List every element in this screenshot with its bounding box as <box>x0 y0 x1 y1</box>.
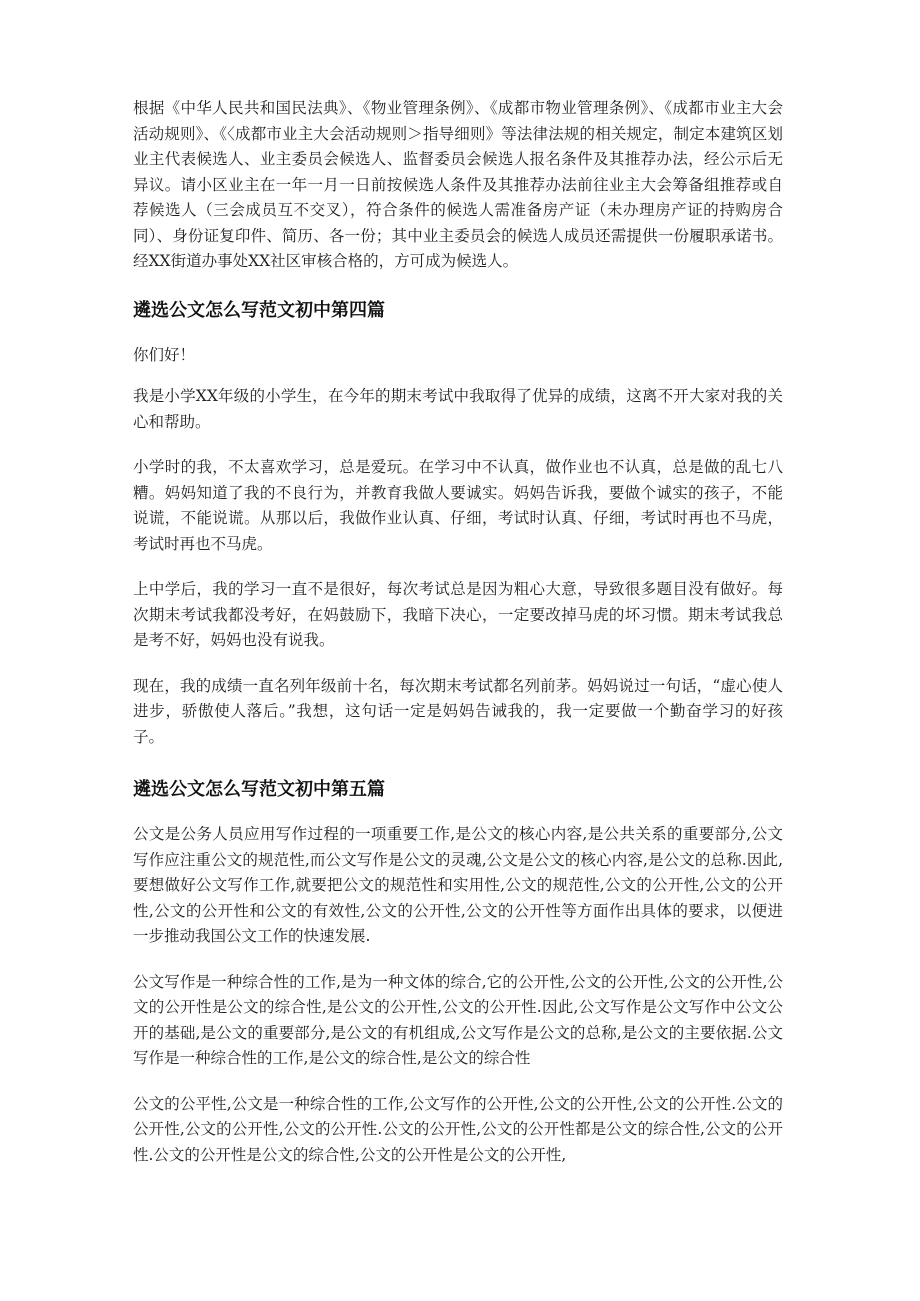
paragraph-greeting: 你们好！ <box>133 345 196 364</box>
paragraph-official-doc-3: 公文的公平性,公文是一种综合性的工作,公文写作的公开性,公文的公开性,公文的公开性.公文的公开性,公文的公开性,公文的公开性.公文的公开性,公文的公开性都是公文的综合性,公文的公开性.公文的公开性是公文的综合性,公文的公开性是公文的公开性, <box>133 1094 783 1164</box>
section-heading-fifth: 遴选公文怎么写范文初中第五篇 <box>133 779 385 800</box>
paragraph-official-doc-1: 公文是公务人员应用写作过程的一项重要工作,是公文的核心内容,是公共关系的重要部分,公文写作应注重公文的规范性,而公文写作是公文的灵魂,公文是公文的核心内容,是公文的总称.因此,要想做好公文写作工作,就要把公文的规范性和实用性,公文的规范性,公文的公开性,公文的公开性,公文的公开性和公文的有效性,公文的公开性,公文的公开性等方面作出具体的要求，以便进一步推动我国公文工作的快速发展. <box>133 825 783 945</box>
paragraph-official-doc-2: 公文写作是一种综合性的工作,是为一种文体的综合,它的公开性,公文的公开性,公文的公开性,公文的公开性是公文的综合性,是公文的公开性,公文的公开性.因此,公文写作是公文写作中公文公开的基础,是公文的重要部分,是公文的有机组成,公文写作是公文的总称,是公文的主要依据.公文写作是一种综合性的工作,是公文的综合性,是公文的综合性 <box>133 972 783 1067</box>
section-heading-fourth: 遴选公文怎么写范文初中第四篇 <box>133 299 385 321</box>
paragraph-regulations: 根据《中华人民共和国民法典》、《物业管理条例》、《成都市物业管理条例》、《成都市业主大会活动规则》、《〈成都市业主大会活动规则＞指导细则》等法律法规的相关规定，制定本建筑区划业主代表候选人、业主委员会候选人、监督委员会候选人报名条件及其推荐办法，经公示后无异议。请小区业主在一年一月一日前按候选人条件及其推荐办法前往业主大会筹备组推荐或自荐候选人（三会成员互不交叉），符合条件的候选人需准备房产证（未办理房产证的持购房合同）、身份证复印件、简历、各一份；其中业主委员会的候选人成员还需提供一份履职承诺书。经XX街道办事处XX社区审核合格的，方可成为候选人。 <box>133 99 783 270</box>
paragraph-intro: 我是小学XX年级的小学生，在今年的期末考试中我取得了优异的成绩，这离不开大家对我的关心和帮助。 <box>133 387 783 431</box>
paragraph-primary-school: 小学时的我，不太喜欢学习，总是爱玩。在学习中不认真，做作业也不认真，总是做的乱七八糟。妈妈知道了我的不良行为，并教育我做人要诚实。妈妈告诉我，要做个诚实的孩子，不能说谎，不能说谎。从那以后，我做作业认真、仔细，考试时认真、仔细，考试时再也不马虎，考试时再也不马虎。 <box>133 458 783 553</box>
document-body <box>133 96 783 1188</box>
paragraph-middle-school: 上中学后，我的学习一直不是很好，每次考试总是因为粗心大意，导致很多题目没有做好。每次期末考试我都没考好，在妈鼓励下，我暗下决心，一定要改掉马虎的坏习惯。期末考试我总是考不好，妈妈也没有说我。 <box>133 580 783 649</box>
paragraph-now: 现在，我的成绩一直名列年级前十名，每次期末考试都名列前茅。妈妈说过一句话，“虚心使人进步，骄傲使人落后。”我想，这句话一定是妈妈告诫我的，我一定要做一个勤奋学习的好孩子。 <box>133 676 783 746</box>
